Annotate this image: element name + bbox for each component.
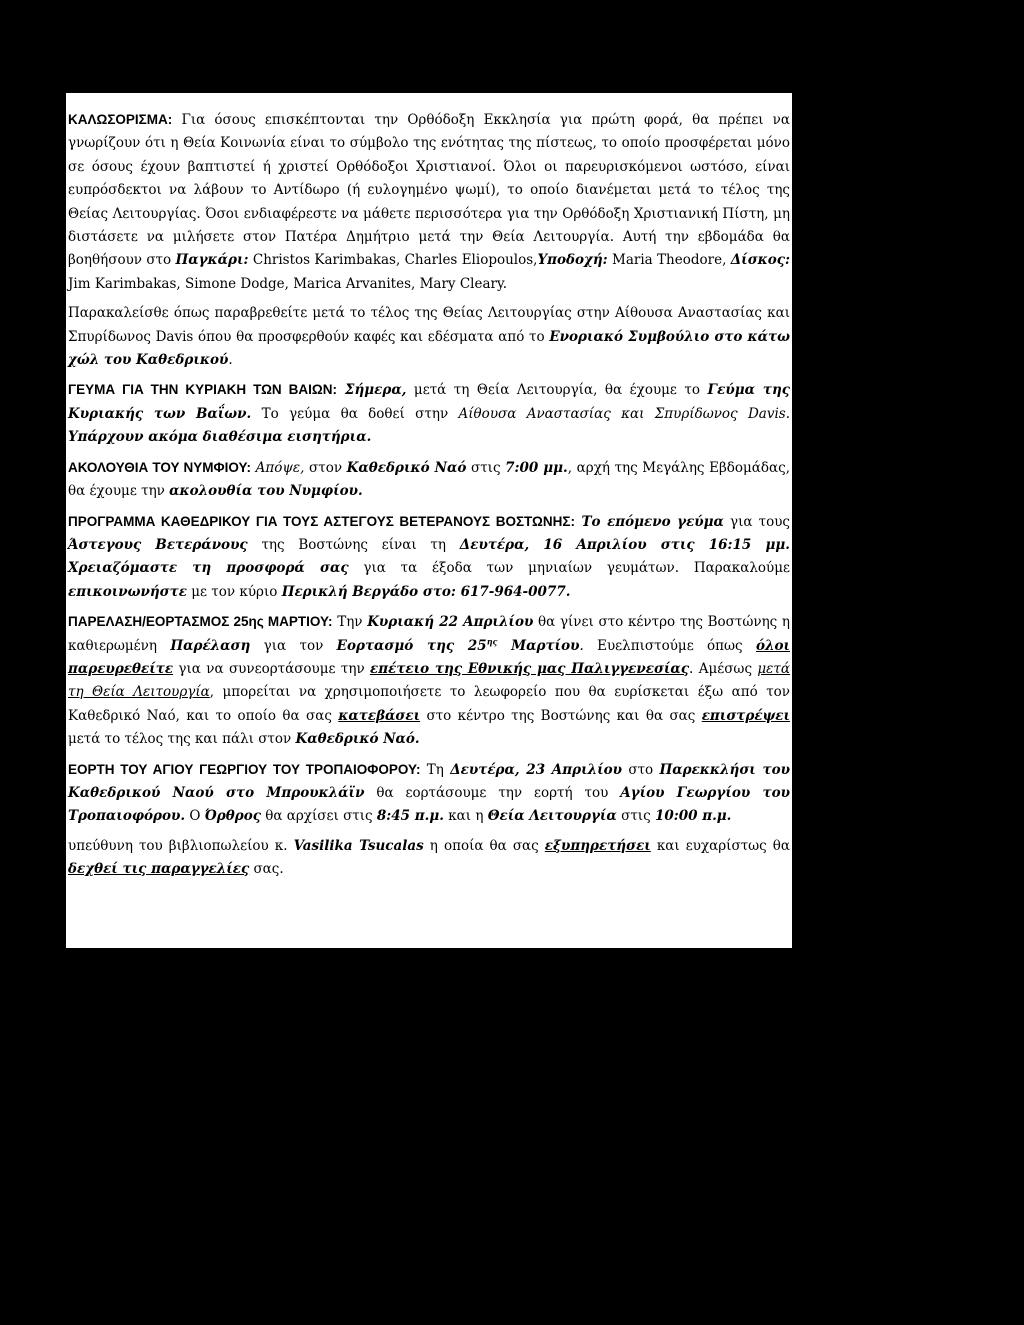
parade-text-1: Την — [332, 614, 368, 631]
parade-date: Κυριακή 22 Απριλίου — [367, 614, 534, 631]
palm-lunch-title: Γεύμα της Κυριακής των Βαΐων. — [68, 382, 791, 422]
st-george-orthros-time: 8:45 π.μ. — [376, 808, 444, 825]
pangari-label: Παγκάρι: — [175, 252, 249, 269]
coffee-paragraph — [68, 302, 790, 372]
parade-text-6: . Αμέσως — [689, 660, 758, 677]
palm-lunch-label: ΓΕΥΜΑ ΓΙΑ ΤΗΝ ΚΥΡΙΑΚΗ ΤΩΝ ΒΑΙΩΝ: — [68, 382, 337, 398]
bulletin-text — [68, 108, 790, 888]
diskos-label: Δίσκος: — [730, 252, 790, 269]
st-george-text-4: Ο — [185, 808, 205, 825]
bridegroom-text-1: στον — [304, 459, 347, 476]
parade-after-liturgy: μετά τη Θεία Λειτουργία — [68, 660, 790, 701]
coffee-end: . — [228, 352, 233, 369]
veterans-phone: Περικλή Βεργάδο στο: 617-964-0077. — [281, 583, 571, 600]
veterans-contact: επικοινωνήστε — [68, 583, 187, 600]
ypodochi-names: Maria Theodore, — [607, 252, 731, 269]
st-george-liturgy: Θεία Λειτουργία — [487, 808, 617, 825]
parade-text-9: μετά το τέλος της και πάλι στον — [68, 731, 296, 748]
ypodochi-label: Υποδοχή: — [537, 252, 608, 269]
bridegroom-text-2: στις — [466, 459, 506, 476]
parade-word: Παρέλαση — [170, 637, 251, 654]
bookstore-orders: δεχθεί τις παραγγελίες — [68, 861, 250, 878]
veterans-text-1: για τους — [723, 513, 790, 530]
parade-cathedral: Καθεδρικό Ναό. — [295, 731, 420, 748]
st-george-text-2: στο — [622, 761, 660, 778]
palm-lunch-tickets: Υπάρχουν ακόμα διαθέσιμα εισητήρια. — [68, 429, 372, 446]
palm-lunch-today: Σήμερα, — [336, 382, 407, 399]
parade-anniversary: επέτειο της Εθνικής μας Παλιγγενεσίας — [370, 660, 690, 677]
st-george-text-1: Τη — [420, 761, 451, 778]
bridegroom-service: ακολουθία του Νυμφίου. — [169, 483, 363, 500]
st-george-date: Δευτέρα, 23 Απριλίου — [450, 761, 623, 778]
coffee-host: Ενοριακό Συμβούλιο στο κάτω χώλ του Καθεδρικού — [68, 328, 790, 369]
coffee-text: Παρακαλείσθε όπως παραβρεθείτε μετά το τέλος της Θείας Λειτουργίας στην Αίθουσα Αναστασίας και Σπυρίδωνος Davis όπου θα προσφερθούν καφές και εδέσματα από το — [68, 305, 790, 345]
palm-lunch-text-1: μετά τη Θεία Λειτουργία, θα έχουμε το — [406, 382, 708, 399]
parade-text-7: , μπορείται να χρησιμοποιήσετε το λεωφορείο που θα ευρίσκεται έξω από τον Καθεδρικό Ναό, και το οποίο θα σας — [68, 684, 790, 724]
st-george-text-3: θα εορτάσουμε την εορτή του — [364, 784, 621, 801]
st-george-liturgy-time: 10:00 π.μ. — [654, 808, 732, 825]
st-george-chapel: Παρεκκλήσι του Καθεδρικού Ναού στο Μπρουκλάϊν — [68, 761, 790, 801]
bookstore-text-4: σας. — [249, 861, 284, 878]
bridegroom-time: 7:00 μμ. — [505, 459, 568, 476]
veterans-text-4: με τον κύριο — [186, 583, 282, 600]
veterans-need: Χρειαζόμαστε τη προσφορά σας — [68, 560, 349, 577]
welcome-label: ΚΑΛΩΣΟΡΙΣΜΑ: — [68, 112, 173, 127]
bookstore-serve: εξυπηρετήσει — [544, 837, 651, 854]
parade-paragraph — [68, 610, 790, 751]
diskos-names: Jim Karimbakas, Simone Dodge, Marica Arvanites, Mary Cleary. — [68, 275, 508, 292]
pangari-names: Christos Karimbakas, Charles Eliopoulos, — [248, 252, 538, 269]
veterans-label: ΠΡΟΓΡΑΜΜΑ ΚΑΘΕΔΡΙΚΟΥ ΓΙΑ ΤΟΥΣ ΑΣΤΕΓΟΥΣ ΒΕΤΕΡΑΝΟΥΣ ΒΟΣΤΩΝΗΣ: — [68, 513, 575, 529]
bookstore-text-2: η οποία θα σας — [423, 837, 545, 854]
parade-text-8: στο κέντρο της Βοστώνης και θα σας — [420, 707, 702, 724]
bookstore-text-1: υπεύθυνη του βιβλιοπωλείου κ. — [68, 837, 294, 854]
parade-return: επιστρέψει — [701, 707, 790, 724]
veterans-next-meal: Το επόμενο γεύμα — [574, 513, 724, 530]
palm-lunch-hall: Αίθουσα Αναστασίας και Σπυρίδωνος Davis. — [458, 405, 790, 422]
bridegroom-paragraph — [68, 456, 790, 504]
parade-ordinal: ης — [486, 636, 498, 647]
parade-text-2: θα γίνει στο κέντρο της Βοστώνης η καθιερωμένη — [68, 614, 790, 654]
st-george-label: ΕΟΡΤΗ ΤΟΥ ΑΓΙΟΥ ΓΕΩΡΓΙΟΥ ΤΟΥ ΤΡΟΠΑΙΟΦΟΡΟΥ: — [68, 761, 421, 777]
bulletin-page — [66, 48, 792, 948]
parade-take-down: κατεβάσει — [338, 707, 421, 724]
parade-text-5: για να συνεορτάσουμε την — [173, 660, 371, 677]
veterans-text-3: για τα έξοδα των μηνιαίων γευμάτων. Παρακαλούμε — [348, 560, 790, 577]
parade-attend: όλοι παρευρεθείτε — [68, 637, 790, 677]
bridegroom-tonight: Απόψε, — [250, 459, 305, 476]
welcome-paragraph — [68, 108, 790, 296]
veterans-date: Δευτέρα, 16 Απριλίου στις 16:15 μμ. — [459, 536, 790, 553]
parade-text-4: . Ευελπιστούμε όπως — [579, 637, 756, 654]
st-george-text-7: στις — [616, 808, 655, 825]
st-george-saint: Αγίου Γεωργίου του Τροπαιοφόρου. — [68, 784, 790, 825]
bookstore-paragraph — [68, 835, 790, 882]
bridegroom-text-3: , αρχή της Μεγάλης Εβδομάδας, θα έχουμε την — [68, 459, 790, 500]
parade-label: ΠΑΡΕΛΑΣΗ/ΕΟΡΤΑΣΜΟΣ 25ης ΜΑΡΤΙΟΥ: — [68, 614, 333, 630]
palm-lunch-text-2: Το γεύμα θα δοθεί στην — [251, 405, 459, 422]
st-george-orthros: Όρθρος — [204, 808, 261, 825]
parade-celebration: Εορτασμό της 25 — [336, 637, 487, 654]
bridegroom-place: Καθεδρικό Ναό — [346, 459, 467, 476]
veterans-text-2: της Βοστώνης είναι τη — [247, 536, 460, 553]
st-george-text-5: θα αρχίσει στις — [260, 808, 377, 825]
veterans-homeless: Άστεγους Βετεράνους — [68, 536, 248, 553]
parade-month: Μαρτίου — [497, 637, 580, 654]
bookstore-manager: Vasilika Tsucalas — [293, 837, 424, 854]
bookstore-text-3: και ευχαρίστως θα — [650, 837, 791, 854]
st-george-text-6: και η — [443, 808, 488, 825]
parade-text-3: για τον — [250, 637, 337, 654]
header-bar — [66, 48, 792, 93]
st-george-paragraph — [68, 758, 790, 829]
palm-lunch-paragraph — [68, 378, 790, 449]
veterans-paragraph — [68, 510, 790, 605]
welcome-text: Για όσους επισκέπτονται την Ορθόδοξη Εκκλησία για πρώτη φορά, θα πρέπει να γνωρίζουν ότι η Θεία Κοινωνία είναι το σύμβολο της ενότητας της πίστεως, το οποίο προσφέρεται μόνο σε όσους έχουν βαπτιστεί ή χριστεί Ορθόδοξοι Χριστιανοί. Όλοι οι παρευρισκόμενοι ωστόσο, είναι ευπρόσδεκτοι να λάβουν το Αντίδωρο (ή ευλογημένο ψωμί), το οποίο διανέμεται μετά το τέλος της Θείας Λειτουργίας. Όσοι ενδιαφέρεστε να μάθετε περισσότερα για την Ορθόδοξη Χριστιανική Πίστη, μη διστάσετε να μιλήσετε στον Πατέρα Δημήτριο μετά την Θεία Λειτουργία. Αυτή την εβδομάδα θα βοηθήσουν στο — [68, 112, 790, 269]
bridegroom-label: ΑΚΟΛΟΥΘΙΑ ΤΟΥ ΝΥΜΦΙΟΥ: — [68, 459, 251, 475]
